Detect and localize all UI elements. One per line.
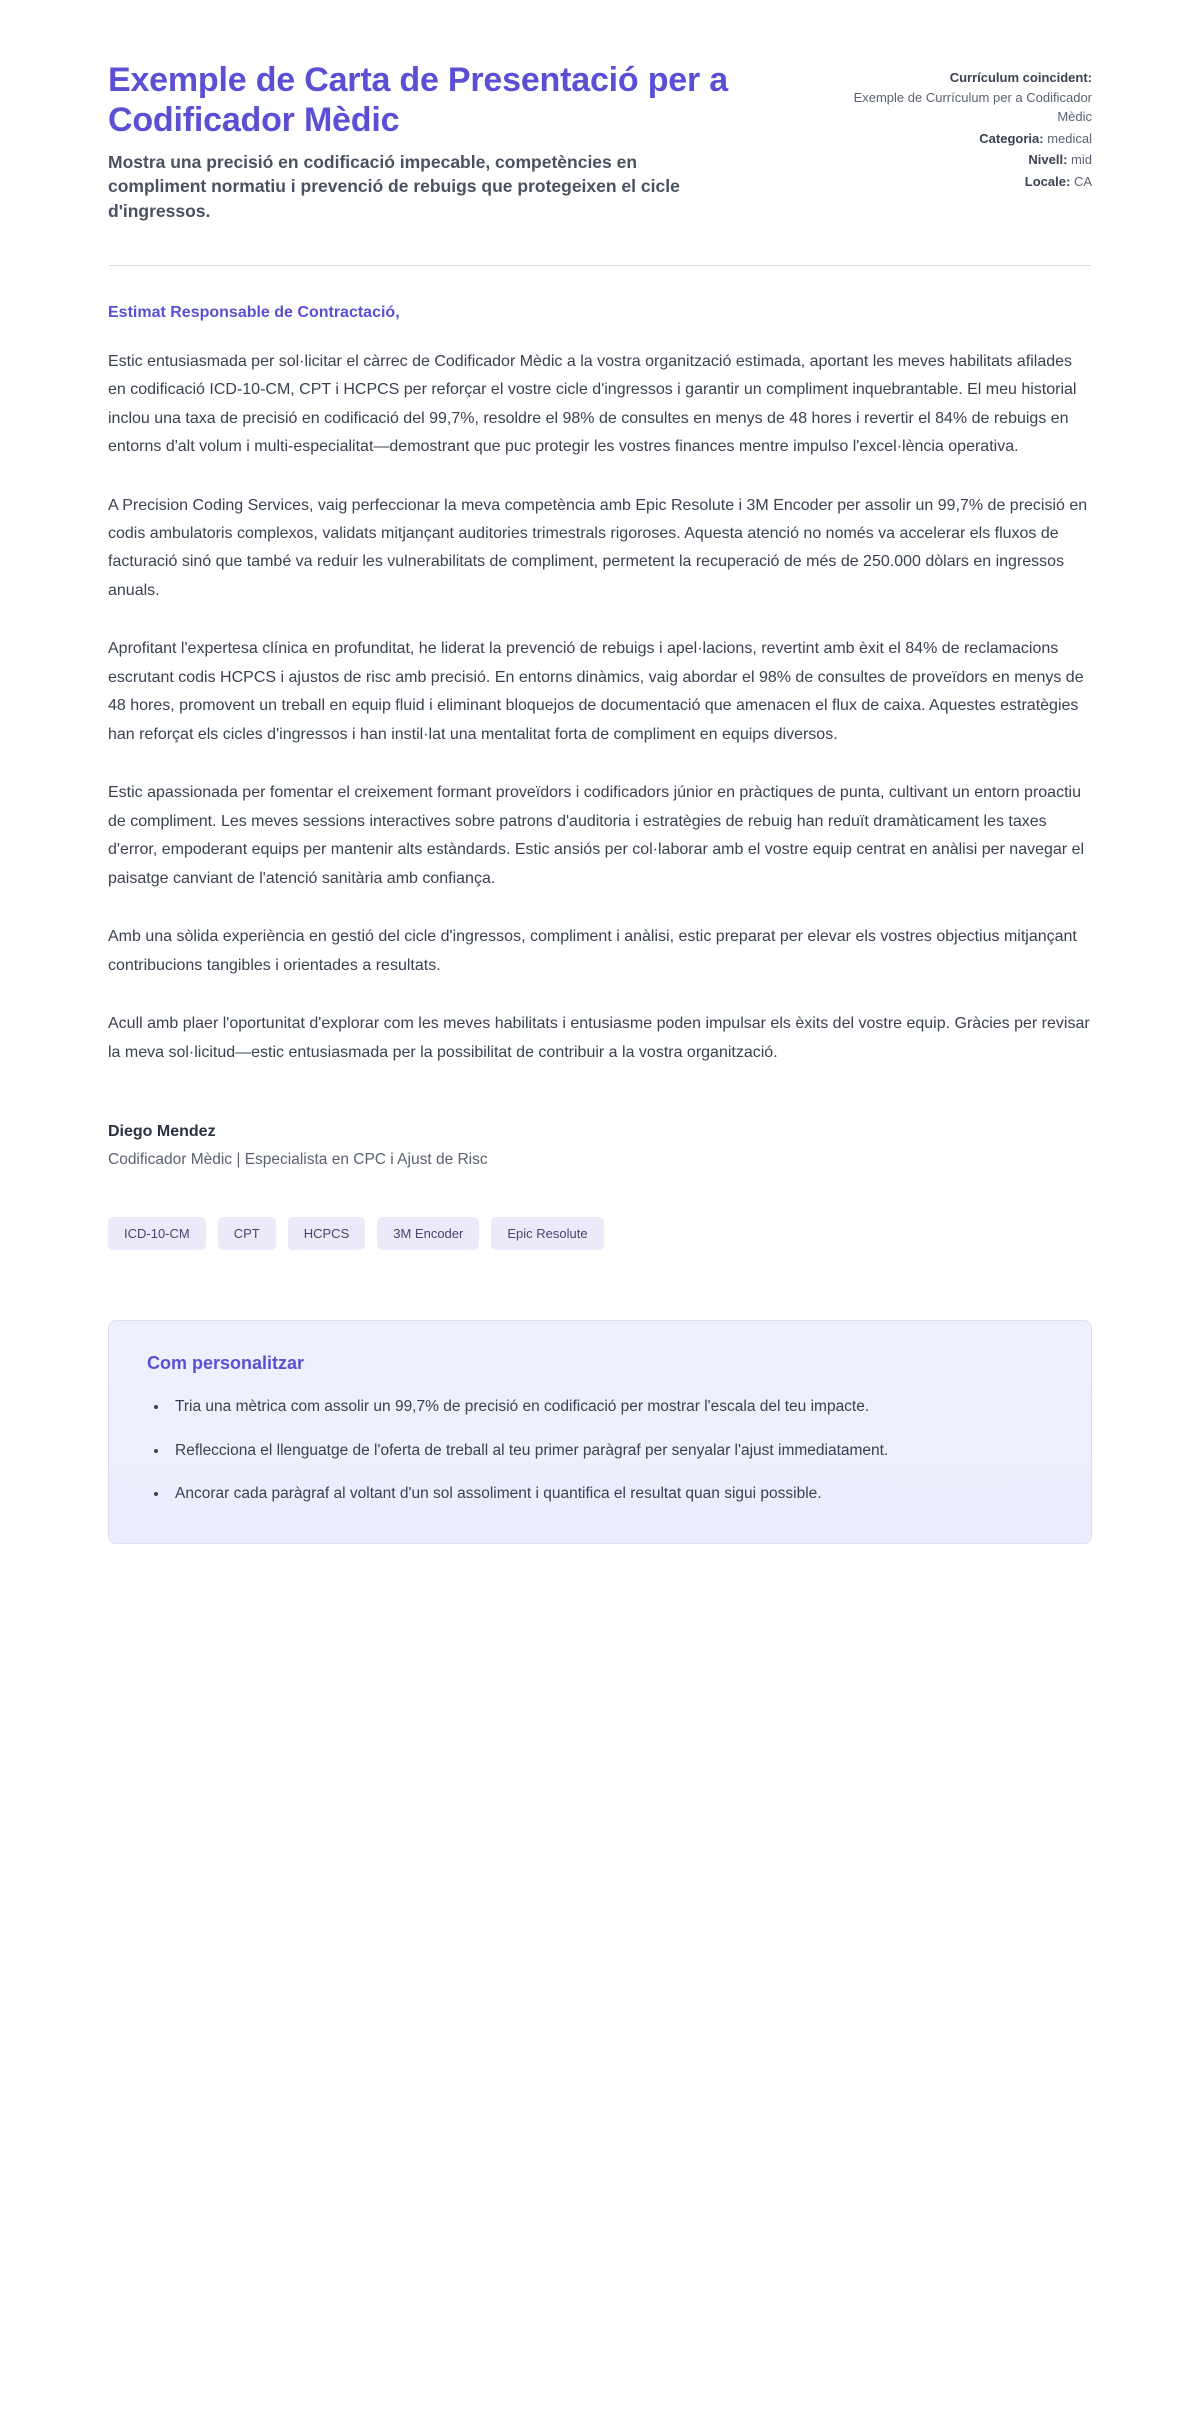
skill-tag: CPT (218, 1217, 276, 1250)
meta-level-value: mid (1071, 152, 1092, 167)
callout-title: Com personalitzar (147, 1353, 305, 1374)
letter-body (108, 266, 1092, 1169)
letter-paragraph: Estic apassionada per fomentar el creixement formant proveïdors i codificadors júnior en pràctiques de punta, cultivant un entorn proactiu de compliment. Les meves sessions interactives sobre patrons d'auditoria i estratègies de rebuig han reduït dramàticament les taxes d'error, empoderant equips per mantenir alts estàndards. Estic ansiós per col·laborar amb el vostre equip centrat en anàlisi per navegar el paisatge canviant de l'atenció sanitària amb confiança. (108, 784, 1085, 887)
skill-tag: 3M Encoder (377, 1217, 479, 1250)
letter-paragraph: A Precision Coding Services, vaig perfeccionar la meva competència amb Epic Resolute i 3M Encoder per assolir un 99,7% de precisió en codis ambulatoris complexos, validats mitjançant auditories trimestrals rigoroses. Aquesta atenció no només va accelerar els fluxos de facturació sinó que també va reduir les vulnerabilitats de compliment, permetent la recuperació de més de 250.000 dòlars en ingressos anuals. (108, 496, 1088, 599)
letter-paragraph: Amb una sòlida experiència en gestió del cicle d'ingressos, compliment i anàlisi, estic preparat per elevar els vostres objectius mitjançant contribucions tangibles i orientades a resultats. (108, 928, 1077, 974)
meta-level-label: Nivell: (1028, 152, 1068, 167)
document-meta (838, 60, 1092, 191)
meta-locale-value: CA (1073, 173, 1092, 189)
meta-locale-label: Locale: (1024, 173, 1071, 189)
document-header (108, 60, 1092, 223)
callout-list (147, 1394, 1053, 1507)
signature-role: Codificador Mèdic | Especialista en CPC i Ajust de Risc (108, 1151, 488, 1169)
page-title: Exemple de Carta de Presentació per a Codificador Mèdic (108, 61, 728, 140)
meta-locale-row (838, 172, 1092, 192)
customization-callout (108, 1320, 1092, 1544)
meta-match-heading: Currículum coincident: (949, 70, 1092, 85)
meta-category-label: Categoria: (979, 130, 1044, 146)
letter-paragraph: Estic entusiasmada per sol·licitar el càrrec de Codificador Mèdic a la vostra organització estimada, aportant les meves habilitats afilades en codificació ICD-10-CM, CPT i HCPCS per reforçar el vostre cicle d'ingressos i garantir un compliment inquebrantable. El meu historial inclou una taxa de precisió en codificació del 99,7%, resoldre el 98% de consultes en menys de 48 hores i revertir el 84% de rebuigs en entorns d'alt volum i multi-especialitat—demostrant que puc protegir les vostres finances mentre impulso l'excel·lència operativa. (108, 352, 1077, 456)
skill-tag: Epic Resolute (491, 1217, 603, 1250)
meta-level-row (838, 150, 1092, 170)
meta-category-row (838, 129, 1092, 149)
skill-tag-list (108, 1217, 1092, 1250)
callout-list-item: • Tria una mètrica com assolir un 99,7% de precisió en codificació per mostrar l'escala del teu impacte. (169, 1394, 1053, 1420)
skill-tag: HCPCS (288, 1217, 366, 1250)
letter-paragraph: Acull amb plaer l'oportunitat d'explorar com les meves habilitats i entusiasme poden impulsar els èxits del vostre equip. Gràcies per revisar la meva sol·licitud—estic entusiasmada per la possibilitat de contribuir a la vostra organització. (108, 1015, 1090, 1061)
signature-block (108, 1123, 1092, 1169)
header-text-block (108, 60, 798, 223)
callout-list-item: • Ancorar cada paràgraf al voltant d'un sol assoliment i quantifica el resultat quan sigui possible. (169, 1481, 1053, 1507)
meta-category-value: medical (1047, 130, 1092, 146)
page-subtitle: Mostra una precisió en codificació impecable, competències en compliment normatiu i prevenció de rebuigs que protegeixen el cicle d'ingressos. (108, 152, 680, 221)
skill-tag: ICD-10-CM (108, 1217, 206, 1250)
signature-name: Diego Mendez (108, 1123, 216, 1141)
callout-list-item: • Reflecciona el llenguatge de l'oferta de treball al teu primer paràgraf per senyalar l'ajust immediatament. (169, 1438, 1053, 1464)
letter-paragraph: Aprofitant l'expertesa clínica en profunditat, he liderat la prevenció de rebuigs i apel·lacions, revertint amb èxit el 84% de reclamacions escrutant codis HCPCS i ajustos de risc amb precisió. En entorns dinàmics, vaig abordar el 98% de consultes de proveïdors en menys de 48 hores, promovent un treball en equip fluid i eliminant bloquejos de documentació que amenacen el flux de caixa. Aquestes estratègies han reforçat els cicles d'ingressos i han instil·lat una mentalitat forta de compliment en equips diversos. (108, 640, 1084, 743)
meta-match-value: Exemple de Currículum per a Codificador Mèdic (853, 89, 1092, 124)
salutation: Estimat Responsable de Contractació, (108, 303, 400, 321)
